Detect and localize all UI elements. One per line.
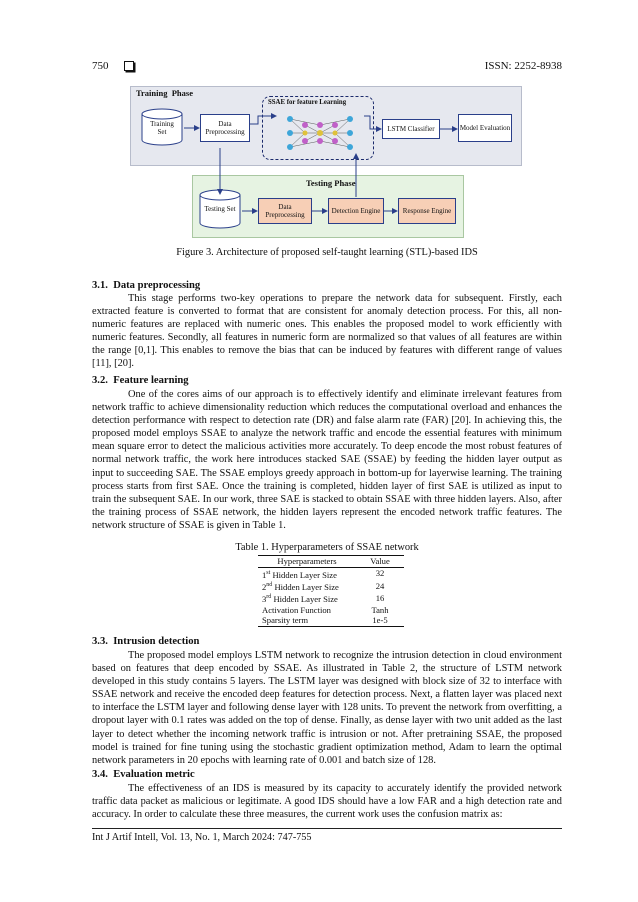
lstm-classifier-box: LSTM Classifier: [382, 119, 440, 139]
section-heading: 3.3. Intrusion detection: [92, 636, 200, 647]
data-preprocessing-box: Data Preprocessing: [200, 114, 250, 142]
flow-arrows: [130, 86, 522, 242]
page-number: 750: [92, 60, 109, 72]
training-set: Training Set: [150, 120, 174, 136]
table-row: 3rd Hidden Layer Size 16: [262, 593, 385, 605]
figure-architecture: [130, 86, 522, 242]
section-body: The effectiveness of an IDS is measured by its capacity to accurately identify the provided network traffic data packet as malicious or legitimate. A good IDS should have a low FAR and a high detection rate and accuracy. In order to calculate these three measures, the current work uses the confusion matrix as:: [92, 783, 562, 821]
table-row: Sparsity term 1e-5: [258, 615, 404, 626]
model-evaluation-box: Model Evaluation: [458, 114, 512, 142]
footer-rule: [92, 828, 562, 829]
table-row: 1st Hidden Layer Size 32: [262, 568, 385, 580]
response-engine-box: Response Engine: [398, 198, 456, 224]
ssae-label: SSAE for feature Learning: [268, 99, 347, 106]
section-body: The proposed model employs LSTM network to recognize the intrusion detection in cloud environment based on features that deep encoded by SSAE. As illustrated in Table 2, the structure of LSTM network developed in this study contains 5 layers. The LSTM layer was designed with block size of 32 to interface with SSAE network and receive the encoded deep features for detection process. Next, a flatten layer was placed next to interface the LSTM layer and following dense layer with 128 units. To prevent the network from overfitting, a dropout layer with 0.1 rates was added on the top of dense. Finally, as dense layer with two unit added as the last layer to detect whether the incoming network traffic is intrusion or not. After pretraining SSAE, the proposed model is trained for fine tuning using the stochastic gradient optimization method, Adam to learn the optimal network parameters in 20 epochs with learning rate of 0.001 and batch size of 128.: [92, 650, 562, 766]
training-phase-label: Training Phase: [136, 88, 193, 98]
section-body: One of the cores aims of our approach is to effectively identify and eliminate irrelevant features from network traffic to achieve dimensionality reduction which reduces the computational overload and enhances the detection performance with respect to detection rate (DR) and false alarm rate (FAR) [20]. In achieving this, the proposed model employs SSAE to analyze the network traffic and encode the essential features with minimum mean square error to detect the malicious activities more accurately. To deep encode the most robust features of normal network traffic, the work here introduces stacked SAE (SSAE) by feeding the hidden layer output as input to succeeding SAE. The SSAE employs greedy approach in bottom-up for layerwise learning. The training process starts from first SAE. Once the training is completed, hidden layer of first SAE is utilized as input to train the subsequent SAE. In our work, three SAE is stacked to obtain SSAE with three hidden layers. Also, after the training process of SSAE network, the hidden layers represent the encoded network traffic features. The network structure of SSAE is given in Table 1.: [92, 389, 562, 531]
checkbox-icon: [124, 61, 134, 71]
issn: ISSN: 2252-8938: [484, 60, 562, 72]
section-body: This stage performs two-key operations to prepare the network data for subsequent. Firstly, each extracted feature is converted to format that are consistent for anomaly detection process. For this, all non-numeric features are replaced with numeric ones. This enables the proposed model to work efficiently with numeric features. Secondly, all features in numeric form are normalized so that values of all features are within the range [0,1]. This enables to remove the bias that can be induced by features with different range of values [11], [20].: [92, 293, 562, 370]
test-data-preprocessing-box: Data Preprocessing: [258, 198, 312, 224]
table-caption: Table 1. Hyperparameters of SSAE network: [235, 542, 419, 553]
section-heading: 3.4. Evaluation metric: [92, 769, 195, 780]
section-heading: 3.1. Data preprocessing: [92, 280, 201, 291]
table-row: Activation Function Tanh: [262, 604, 389, 615]
hyperparameter-table: [258, 555, 404, 627]
table-row: 2nd Hidden Layer Size 24: [262, 580, 385, 592]
figure-caption: Figure 3. Architecture of proposed self-taught learning (STL)-based IDS: [176, 247, 478, 258]
detection-engine-box: Detection Engine: [328, 198, 384, 224]
column-header: Value: [370, 556, 390, 566]
footer-citation: Int J Artif Intell, Vol. 13, No. 1, March 2024: 747-755: [92, 832, 312, 843]
section-heading: 3.2. Feature learning: [92, 375, 189, 386]
testing-set: Testing Set: [204, 205, 236, 213]
testing-phase-label: Testing Phase: [306, 178, 356, 188]
column-header: Hyperparameters: [277, 556, 337, 566]
